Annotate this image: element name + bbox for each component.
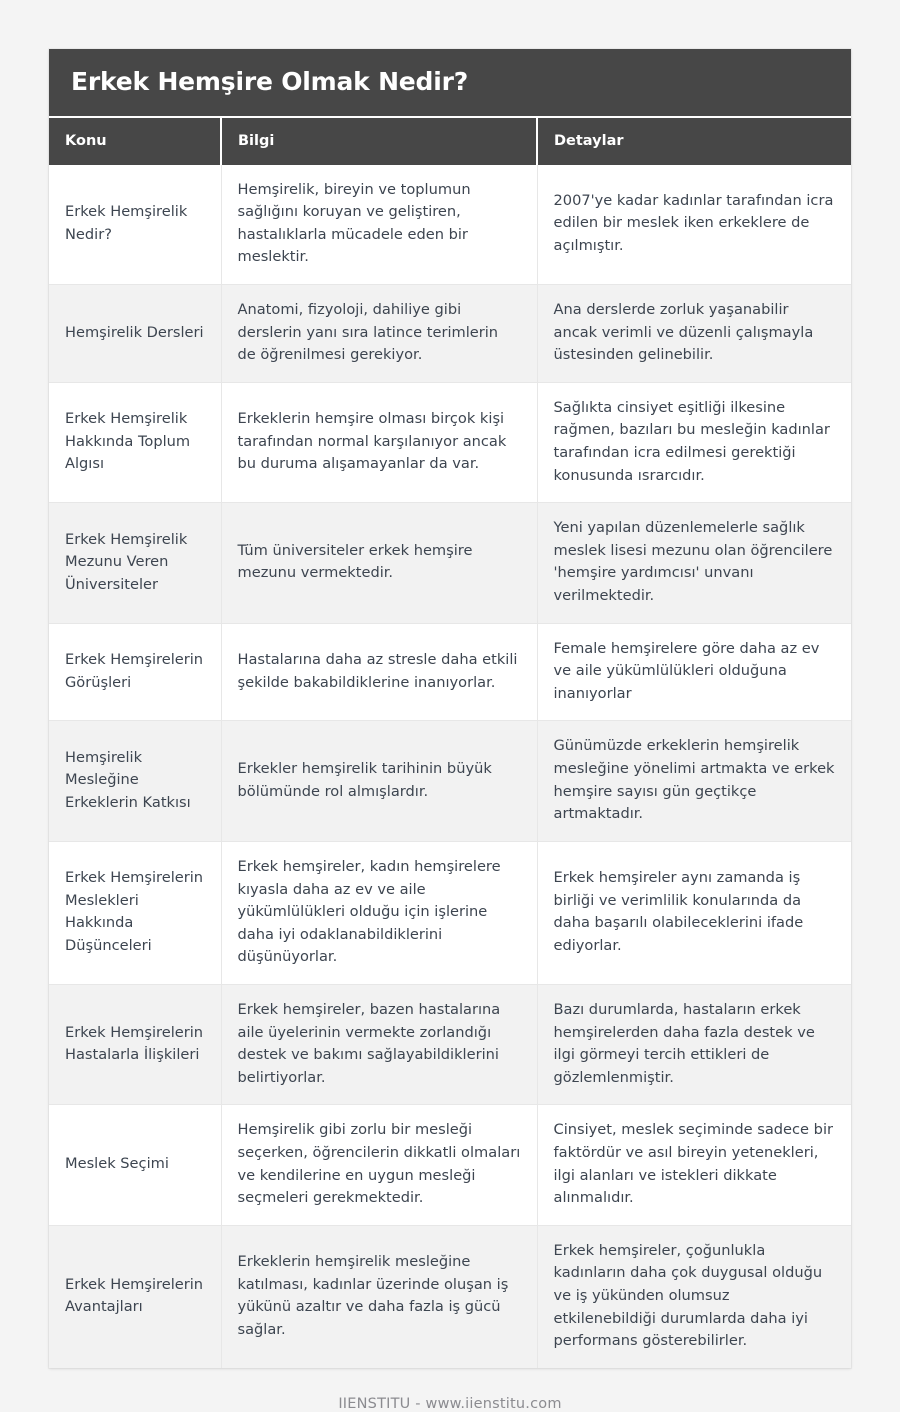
- page-title: Erkek Hemşire Olmak Nedir?: [71, 67, 469, 96]
- table-row: [49, 1105, 851, 1225]
- table-header: [49, 118, 851, 165]
- column-header-konu: Konu: [49, 118, 221, 165]
- table-row: [49, 284, 851, 382]
- table-row: [49, 503, 851, 623]
- column-header-bilgi: Bilgi: [221, 118, 537, 165]
- cell-detaylar: Erkek hemşireler, çoğunlukla kadınların daha çok duygusal olduğu ve iş yükünden olumsuz etkilenebildiği durumlarda daha iyi performans gösterebilirler.: [537, 1225, 851, 1368]
- cell-detaylar: Bazı durumlarda, hastaların erkek hemşirelerden daha fazla destek ve ilgi görmeyi tercih ettikleri de gözlemlenmiştir.: [537, 984, 851, 1104]
- cell-bilgi: Erkeklerin hemşire olması birçok kişi tarafından normal karşılanıyor ancak bu duruma alışamayanlar da var.: [221, 382, 537, 502]
- table-row: [49, 382, 851, 502]
- table-row: [49, 721, 851, 841]
- cell-bilgi: Erkek hemşireler, kadın hemşirelere kıyasla daha az ev ve aile yükümlülükleri olduğu için işlerine daha iyi odaklanabildiklerini düşünüyorlar.: [221, 841, 537, 984]
- cell-bilgi: Tüm üniversiteler erkek hemşire mezunu vermektedir.: [221, 503, 537, 623]
- cell-detaylar: 2007'ye kadar kadınlar tarafından icra edilen bir meslek iken erkeklere de açılmıştır.: [537, 165, 851, 285]
- footer-attribution: IIENSTITU - www.iienstitu.com: [338, 1395, 562, 1412]
- table-row: [49, 165, 851, 285]
- table-header-row: [49, 118, 851, 165]
- cell-bilgi: Hemşirelik gibi zorlu bir mesleği seçerken, öğrencilerin dikkatli olmaları ve kendilerine en uygun mesleği seçmeleri gerekmektedir.: [221, 1105, 537, 1225]
- table-row: [49, 841, 851, 984]
- cell-bilgi: Erkeklerin hemşirelik mesleğine katılması, kadınlar üzerinde oluşan iş yükünü azaltır ve daha fazla iş gücü sağlar.: [221, 1225, 537, 1368]
- cell-konu: Hemşirelik Mesleğine Erkeklerin Katkısı: [49, 721, 221, 841]
- info-table: [49, 118, 851, 1368]
- cell-konu: Erkek Hemşirelerin Avantajları: [49, 1225, 221, 1368]
- cell-konu: Hemşirelik Dersleri: [49, 284, 221, 382]
- cell-detaylar: Ana derslerde zorluk yaşanabilir ancak verimli ve düzenli çalışmayla üstesinden gelinebilir.: [537, 284, 851, 382]
- cell-bilgi: Erkek hemşireler, bazen hastalarına aile üyelerinin vermekte zorlandığı destek ve bakımı sağlayabildiklerini belirtiyorlar.: [221, 984, 537, 1104]
- cell-detaylar: Erkek hemşireler aynı zamanda iş birliği ve verimlilik konularında da daha başarılı olabileceklerini ifade ediyorlar.: [537, 841, 851, 984]
- cell-bilgi: Hemşirelik, bireyin ve toplumun sağlığını koruyan ve geliştiren, hastalıklarla mücadele eden bir meslektir.: [221, 165, 537, 285]
- table-row: [49, 1225, 851, 1368]
- cell-bilgi: Anatomi, fizyoloji, dahiliye gibi derslerin yanı sıra latince terimlerin de öğrenilmesi gerekiyor.: [221, 284, 537, 382]
- cell-bilgi: Erkekler hemşirelik tarihinin büyük bölümünde rol almışlardır.: [221, 721, 537, 841]
- cell-detaylar: Cinsiyet, meslek seçiminde sadece bir faktördür ve asıl bireyin yetenekleri, ilgi alanları ve istekleri dikkate alınmalıdır.: [537, 1105, 851, 1225]
- cell-detaylar: Sağlıkta cinsiyet eşitliği ilkesine rağmen, bazıları bu mesleğin kadınlar tarafından icra edilmesi gerektiği konusunda ısrarcıdır.: [537, 382, 851, 502]
- column-header-detaylar: Detaylar: [537, 118, 851, 165]
- cell-detaylar: Yeni yapılan düzenlemelerle sağlık meslek lisesi mezunu olan öğrencilere 'hemşire yardımcısı' unvanı verilmektedir.: [537, 503, 851, 623]
- info-table-card: [49, 49, 851, 1368]
- cell-detaylar: Female hemşirelere göre daha az ev ve aile yükümlülükleri olduğuna inanıyorlar: [537, 623, 851, 721]
- footer: [49, 1368, 851, 1412]
- cell-detaylar: Günümüzde erkeklerin hemşirelik mesleğine yönelimi artmakta ve erkek hemşire sayısı gün geçtikçe artmaktadır.: [537, 721, 851, 841]
- table-row: [49, 623, 851, 721]
- cell-konu: Erkek Hemşirelik Hakkında Toplum Algısı: [49, 382, 221, 502]
- table-body: [49, 165, 851, 1368]
- cell-konu: Erkek Hemşirelerin Hastalarla İlişkileri: [49, 984, 221, 1104]
- cell-konu: Erkek Hemşirelerin Görüşleri: [49, 623, 221, 721]
- cell-konu: Erkek Hemşirelerin Meslekleri Hakkında Düşünceleri: [49, 841, 221, 984]
- cell-konu: Erkek Hemşirelik Nedir?: [49, 165, 221, 285]
- cell-konu: Meslek Seçimi: [49, 1105, 221, 1225]
- title-bar: [49, 49, 851, 118]
- cell-bilgi: Hastalarına daha az stresle daha etkili şekilde bakabildiklerine inanıyorlar.: [221, 623, 537, 721]
- cell-konu: Erkek Hemşirelik Mezunu Veren Üniversiteler: [49, 503, 221, 623]
- table-row: [49, 984, 851, 1104]
